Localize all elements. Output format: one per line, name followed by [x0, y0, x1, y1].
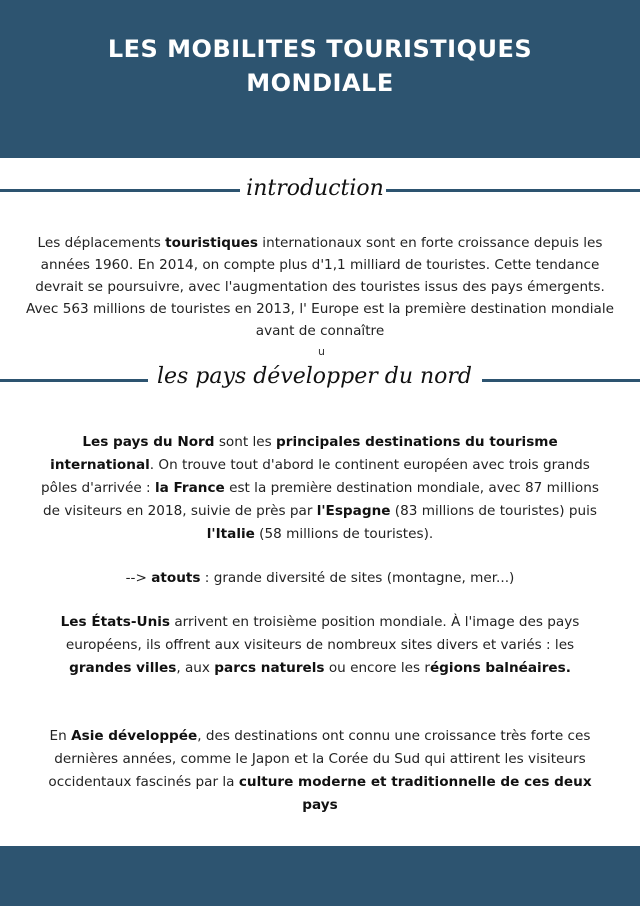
header-banner	[0, 0, 640, 158]
title-line-1: LES MOBILITES TOURISTIQUES	[107, 35, 533, 63]
page-title	[0, 32, 640, 100]
nord-paragraph-1: Les pays du Nord sont les principales destinations du tourisme international. On trouve tout d'abord le continent européen avec trois grands pôles d'arrivée : la France est la première destination mondiale, avec 87 millions de visiteurs en 2018, suivie de près par l'Espagne (83 millions de touristes) puis l'Italie (58 millions de touristes).	[41, 434, 599, 542]
intro-divider-right	[386, 189, 640, 192]
stray-mark: u	[318, 345, 325, 358]
intro-paragraph: Les déplacements touristiques internationaux sont en forte croissance depuis les années 1960. En 2014, on compte plus d'1,1 milliard de touristes. Cette tendance devrait se poursuivre, avec l'augmentation des touristes issus des pays émergents. Avec 563 millions de touristes en 2013, l' Europe est la première destination mondiale avant de connaître	[26, 235, 614, 339]
nord-divider-left	[0, 379, 148, 382]
nord-heading: les pays développer du nord	[156, 364, 473, 389]
title-line-2: MONDIALE	[246, 69, 394, 98]
intro-heading: introduction	[246, 176, 384, 201]
intro-divider-left	[0, 189, 240, 192]
footer-banner	[0, 846, 640, 906]
nord-paragraph-atouts: --> atouts : grande diversité de sites (montagne, mer...)	[125, 570, 515, 586]
nord-paragraph-asie: En Asie développée, des destinations ont connu une croissance très forte ces dernières années, comme le Japon et la Corée du Sud qui attirent les visiteurs occidentaux fascinés par la culture moderne et traditionnelle de ces deux pays	[48, 728, 592, 813]
nord-divider-right	[482, 379, 640, 382]
nord-paragraph-usa: Les États-Unis arrivent en troisième position mondiale. À l'image des pays européens, ils offrent aux visiteurs de nombreux sites divers et variés : les grandes villes, aux parcs naturels ou encore les régions balnéaires.	[60, 614, 580, 676]
